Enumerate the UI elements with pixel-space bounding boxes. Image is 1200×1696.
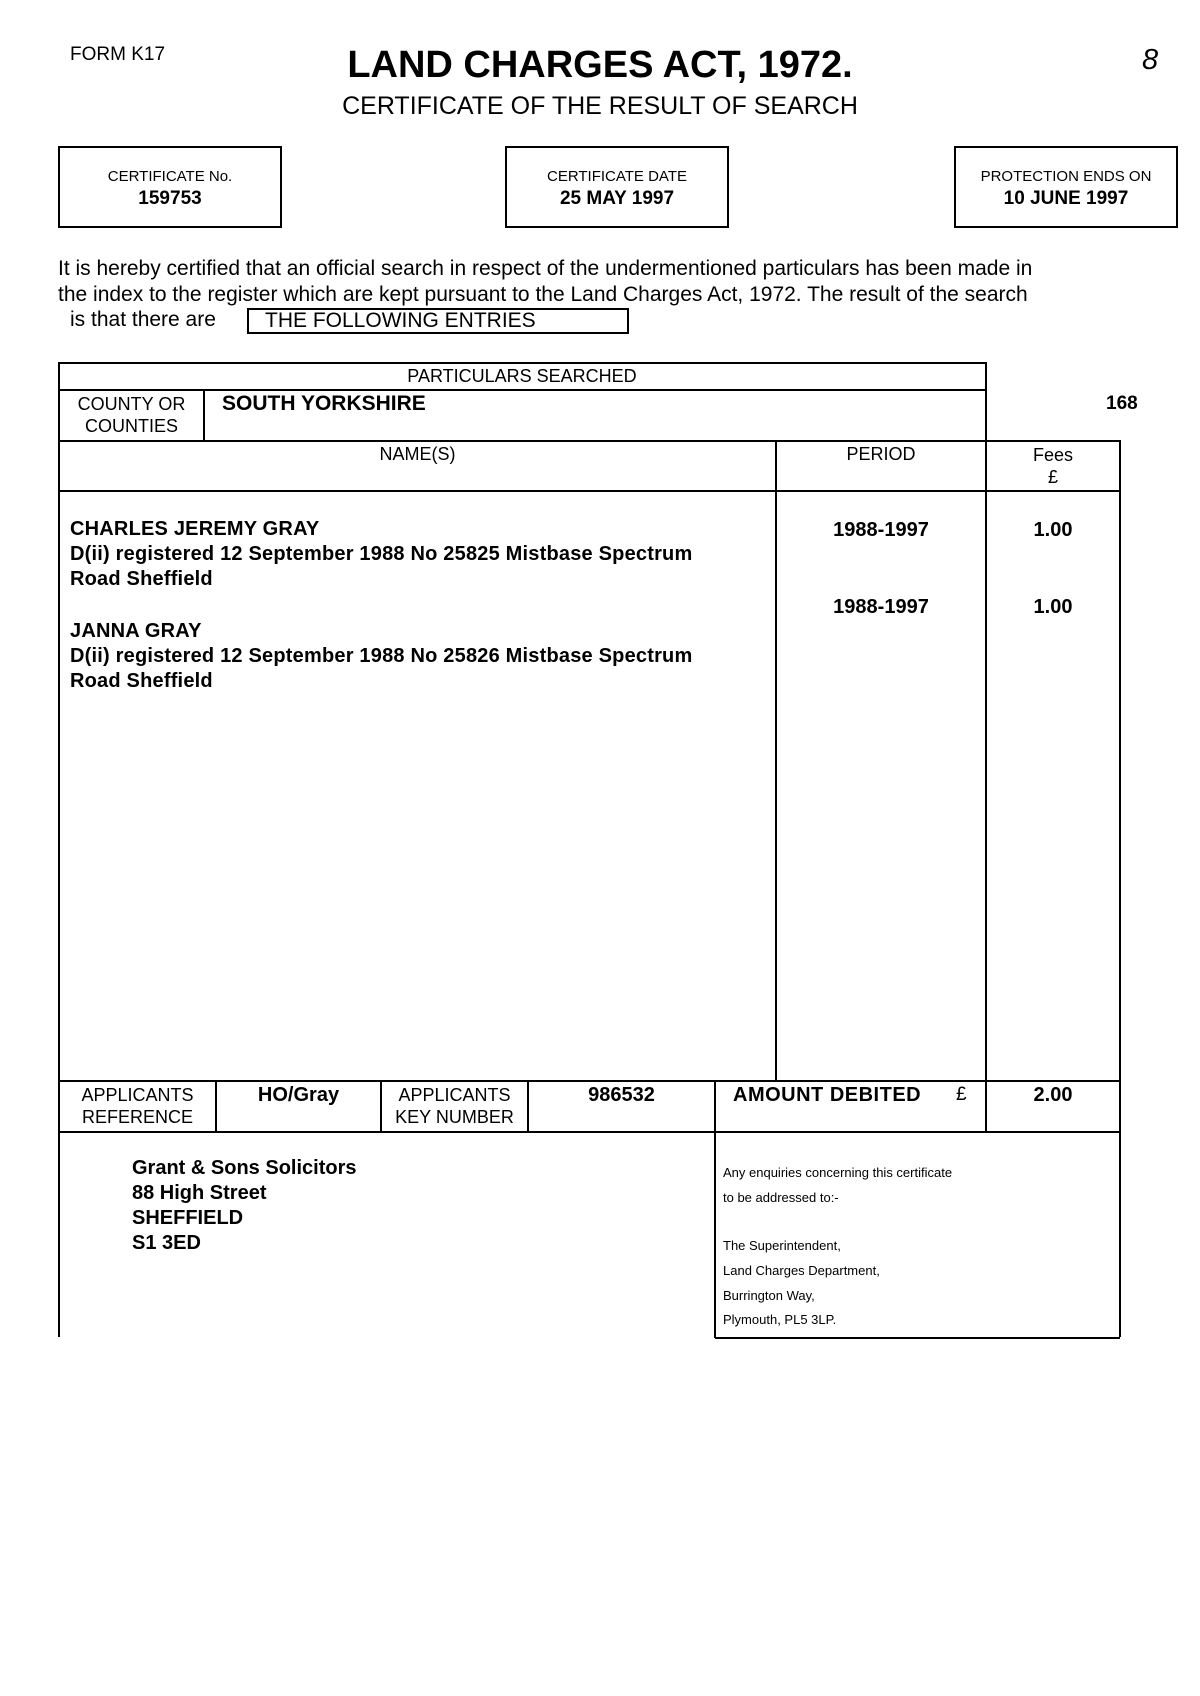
applicant-address (132, 1156, 356, 1256)
protection-ends-label: PROTECTION ENDS ON (980, 168, 1152, 185)
county-label-line-2: COUNTIES (84, 416, 178, 436)
certification-line-1: It is hereby certified that an official search in respect of the undermentioned particulars has been made in (58, 257, 1033, 280)
enquiries-line-1: Any enquiries concerning this certificate (723, 1165, 953, 1180)
side-number: 168 (1106, 393, 1138, 414)
table-left-border (58, 362, 60, 1337)
document-title: LAND CHARGES ACT, 1972. (347, 44, 853, 86)
certificate-date-value: 25 MAY 1997 (559, 188, 675, 209)
page-number: 8 (1142, 44, 1159, 76)
certification-line-2: the index to the register which are kept pursuant to the Land Charges Act, 1972. The result of the search (58, 283, 1028, 306)
applicants-key-number-label-line-2: KEY NUMBER (395, 1107, 514, 1127)
applicants-reference-label-line-2: REFERENCE (81, 1107, 193, 1127)
applicants-reference-value: HO/Gray (257, 1084, 340, 1106)
certification-text (58, 256, 1118, 308)
entry-1-period: 1988-1997 (833, 519, 929, 541)
address-line-3: SHEFFIELD (132, 1207, 244, 1229)
entry-2-fee: 1.00 (1033, 596, 1073, 618)
enquiries-line-5: Burrington Way, (723, 1288, 815, 1303)
table-rule (58, 440, 1120, 442)
entry-1-name: CHARLES JEREMY GRAY (70, 518, 320, 540)
entry-2-detail-line-1: D(ii) registered 12 September 1988 No 25826 Mistbase Spectrum (70, 645, 693, 667)
fees-currency: £ (1047, 467, 1058, 487)
entry-2 (70, 619, 692, 694)
table-rule (58, 1080, 1120, 1082)
address-line-4: S1 3ED (132, 1232, 201, 1254)
enquiries-line-3: The Superintendent, (723, 1238, 841, 1253)
table-right-border (1119, 440, 1121, 1337)
county-value: SOUTH YORKSHIRE (222, 392, 426, 415)
column-names-header: NAME(S) (379, 444, 456, 464)
applicants-key-number-label-line-1: APPLICANTS (398, 1085, 511, 1105)
county-label-line-1: COUNTY OR (77, 394, 186, 414)
protection-ends-value: 10 JUNE 1997 (1003, 188, 1129, 209)
entry-1-detail-line-1: D(ii) registered 12 September 1988 No 25825 Mistbase Spectrum (70, 543, 693, 565)
table-rule (714, 1080, 716, 1338)
certificate-number-box (58, 146, 282, 228)
entry-1-fee: 1.00 (1033, 519, 1073, 541)
entry-2-period: 1988-1997 (833, 596, 929, 618)
certificate-date-label: CERTIFICATE DATE (546, 168, 687, 185)
table-rule (58, 1131, 1120, 1133)
table-top-border (58, 362, 986, 364)
certification-line-3: is that there are (70, 308, 216, 331)
column-fees-header (987, 444, 1119, 488)
form-code: FORM K17 (70, 44, 166, 65)
entry-1-detail-line-2: Road Sheffield (70, 568, 213, 590)
enquiries-line-2: to be addressed to:- (723, 1190, 839, 1205)
enquiries-line-6: Plymouth, PL5 3LP. (723, 1312, 837, 1327)
amount-debited-value: 2.00 (1033, 1084, 1073, 1106)
document-subtitle: CERTIFICATE OF THE RESULT OF SEARCH (342, 92, 858, 120)
county-label (60, 393, 203, 437)
table-rule (58, 490, 1120, 492)
table-rule (58, 389, 986, 391)
search-result-box: THE FOLLOWING ENTRIES (247, 308, 629, 334)
certificate-number-value: 159753 (138, 188, 202, 209)
applicants-key-number-value: 986532 (588, 1084, 655, 1106)
entry-2-name: JANNA GRAY (70, 620, 202, 642)
amount-currency: £ (956, 1084, 967, 1105)
enquiries-bottom-border (715, 1337, 1120, 1339)
address-line-2: 88 High Street (132, 1182, 267, 1204)
table-rule (203, 389, 205, 440)
address-line-1: Grant & Sons Solicitors (132, 1157, 357, 1179)
amount-debited-label: AMOUNT DEBITED (733, 1084, 922, 1106)
applicants-key-number-label (382, 1084, 527, 1128)
applicants-reference-label-line-1: APPLICANTS (81, 1085, 194, 1105)
particulars-heading: PARTICULARS SEARCHED (407, 366, 637, 386)
protection-ends-box (954, 146, 1178, 228)
entry-1 (70, 517, 692, 592)
entry-2-detail-line-2: Road Sheffield (70, 670, 213, 692)
certificate-date-box (505, 146, 729, 228)
enquiries-line-4: Land Charges Department, (723, 1263, 880, 1278)
fees-header-line-1: Fees (1032, 445, 1074, 465)
column-period-header: PERIOD (846, 444, 916, 464)
certificate-number-label: CERTIFICATE No. (107, 168, 233, 185)
applicants-reference-label (60, 1084, 215, 1128)
